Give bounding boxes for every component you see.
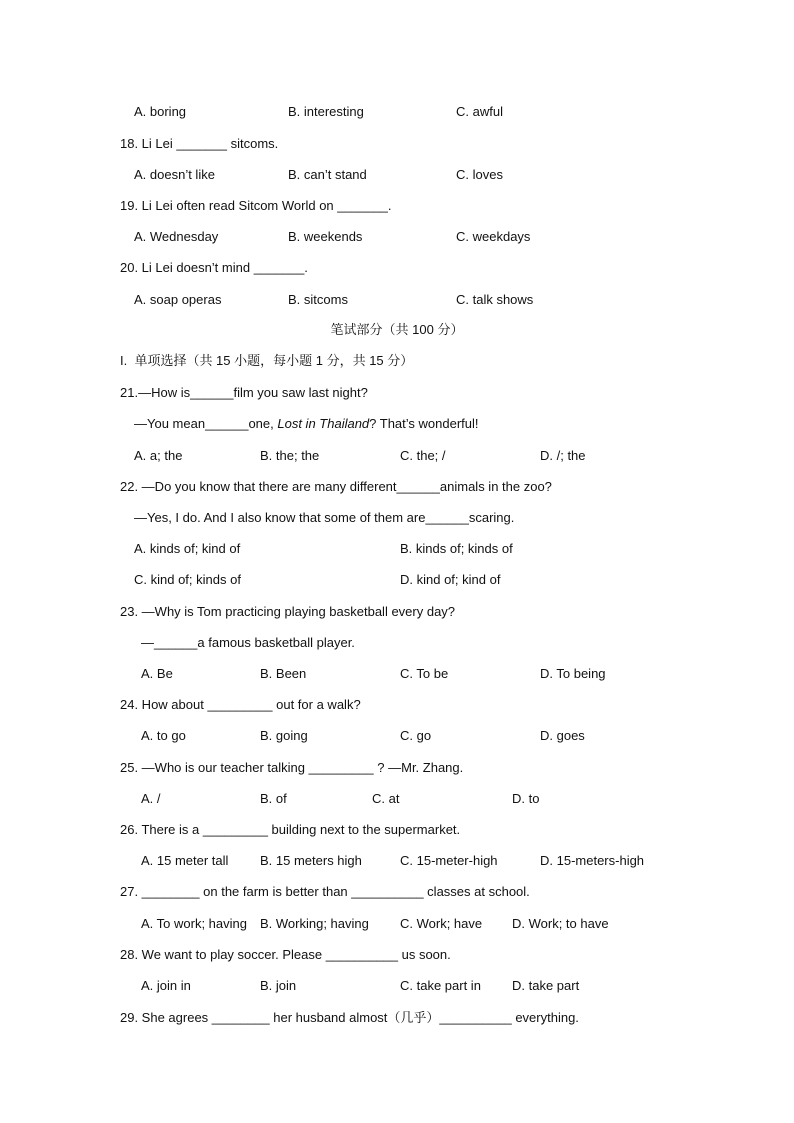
q28-stem: 28. We want to play soccer. Please __________ us soon. xyxy=(120,947,451,962)
q23-reply: —______a famous basketball player. xyxy=(141,635,355,650)
q23-stem: 23. —Why is Tom practicing playing basketball every day? xyxy=(120,604,456,619)
q25-option-a: A. / xyxy=(141,791,161,806)
section-heading-written: 笔试部分（共 100 分） xyxy=(330,322,464,337)
q25-option-b: B. of xyxy=(260,791,287,806)
q17-option-c: C. awful xyxy=(456,104,503,119)
q22-option-b: B. kinds of; kinds of xyxy=(400,541,513,556)
q21-reply xyxy=(134,416,479,432)
q19-option-a: A. Wednesday xyxy=(134,229,219,244)
q25-option-c: C. at xyxy=(372,791,400,806)
q24-option-a: A. to go xyxy=(141,728,186,743)
q17-option-b: B. interesting xyxy=(288,104,364,119)
q28-option-a: A. join in xyxy=(141,978,191,993)
q24-stem: 24. How about _________ out for a walk? xyxy=(120,697,361,712)
q19-option-b: B. weekends xyxy=(288,229,363,244)
q18-option-b: B. can’t stand xyxy=(288,167,367,182)
q21-option-d: D. /; the xyxy=(540,448,586,463)
q20-option-b: B. sitcoms xyxy=(288,292,348,307)
part1-heading: I. 单项选择（共 15 小题，每小题 1 分，共 15 分） xyxy=(120,353,414,368)
q26-option-d: D. 15-meters-high xyxy=(540,853,645,868)
q22-stem: 22. —Do you know that there are many different______animals in the zoo? xyxy=(120,479,552,494)
q18-option-c: C. loves xyxy=(456,167,503,182)
q21-option-a: A. a; the xyxy=(134,448,183,463)
q22-option-c: C. kind of; kinds of xyxy=(134,572,241,587)
q21-stem: 21.—How is______film you saw last night? xyxy=(120,385,368,400)
q27-option-b: B. Working; having xyxy=(260,916,369,931)
q22-option-a: A. kinds of; kind of xyxy=(134,541,241,556)
q21-reply-title: Lost in Thailand xyxy=(277,416,370,431)
q22-option-d: D. kind of; kind of xyxy=(400,572,501,587)
q28-option-b: B. join xyxy=(260,978,297,993)
q29-stem: 29. She agrees ________ her husband almost（几乎）__________ everything. xyxy=(120,1010,579,1025)
q27-option-c: C. Work; have xyxy=(400,916,483,931)
q28-option-c: C. take part in xyxy=(400,978,481,993)
q19-option-c: C. weekdays xyxy=(456,229,531,244)
q21-reply-pre: —You mean______one, xyxy=(134,416,278,431)
q18-stem: 18. Li Lei _______ sitcoms. xyxy=(120,136,279,151)
q20-stem: 20. Li Lei doesn’t mind _______. xyxy=(120,260,308,275)
q26-stem: 26. There is a _________ building next to the supermarket. xyxy=(120,822,461,837)
q23-option-a: A. Be xyxy=(141,666,173,681)
q25-option-d: D. to xyxy=(512,791,540,806)
q21-reply-post: ? That’s wonderful! xyxy=(369,416,479,431)
q27-stem: 27. ________ on the farm is better than __________ classes at school. xyxy=(120,884,530,899)
q25-stem: 25. —Who is our teacher talking _________ ? —Mr. Zhang. xyxy=(120,760,464,775)
q23-option-d: D. To being xyxy=(540,666,606,681)
q28-option-d: D. take part xyxy=(512,978,580,993)
q23-option-b: B. Been xyxy=(260,666,307,681)
q24-option-d: D. goes xyxy=(540,728,585,743)
q26-option-b: B. 15 meters high xyxy=(260,853,362,868)
q27-option-d: D. Work; to have xyxy=(512,916,609,931)
q24-option-b: B. going xyxy=(260,728,308,743)
q27-option-a: A. To work; having xyxy=(141,916,247,931)
q22-reply: —Yes, I do. And I also know that some of them are______scaring. xyxy=(134,510,515,525)
q17-option-a: A. boring xyxy=(134,104,187,119)
q23-option-c: C. To be xyxy=(400,666,449,681)
q26-option-a: A. 15 meter tall xyxy=(141,853,229,868)
q18-option-a: A. doesn’t like xyxy=(134,167,215,182)
q26-option-c: C. 15-meter-high xyxy=(400,853,498,868)
q19-stem: 19. Li Lei often read Sitcom World on _______. xyxy=(120,198,392,213)
q21-option-c: C. the; / xyxy=(400,448,446,463)
q20-option-a: A. soap operas xyxy=(134,292,222,307)
q20-option-c: C. talk shows xyxy=(456,292,534,307)
q24-option-c: C. go xyxy=(400,728,432,743)
q21-option-b: B. the; the xyxy=(260,448,320,463)
